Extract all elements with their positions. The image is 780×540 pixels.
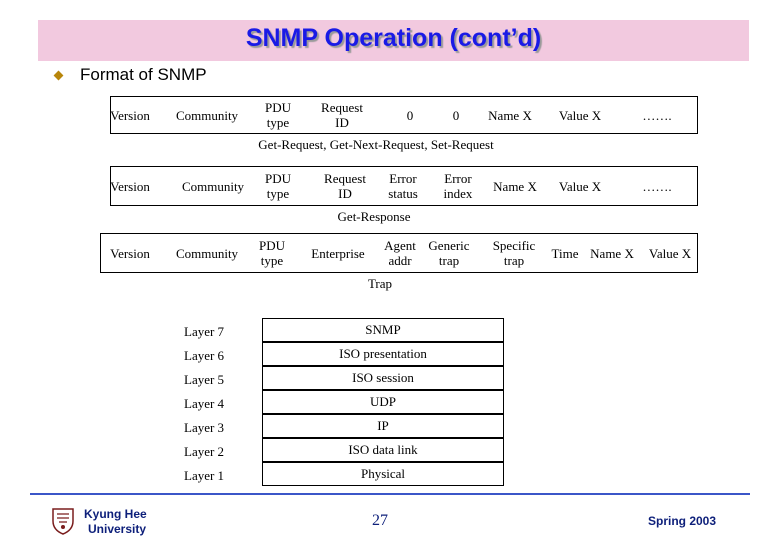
layer-protocol: ISO data link: [262, 438, 504, 462]
field-name-x: Name X: [590, 245, 634, 261]
field-value-x: Value X: [558, 107, 602, 123]
field-value-x: Value X: [648, 245, 692, 261]
page-number: 27: [372, 512, 388, 529]
field-pdu-type: PDU type: [264, 100, 291, 130]
semester-label: Spring 2003: [648, 514, 717, 528]
field-name-x: Name X: [493, 178, 537, 194]
layer-label: Layer 2: [184, 444, 225, 459]
university-name-line2: University: [88, 522, 147, 536]
layer-protocol: IP: [262, 414, 504, 438]
field-community: Community: [181, 178, 245, 194]
layer-label: Layer 6: [184, 348, 225, 363]
field-enterprise: Enterprise: [311, 245, 365, 261]
layer-protocol: ISO presentation: [262, 342, 504, 366]
section-heading: Format of SNMP: [80, 65, 207, 84]
layer-label: Layer 4: [184, 396, 225, 411]
field-time: Time: [551, 245, 579, 261]
field-request-id: Request ID: [324, 171, 366, 201]
layer-label: Layer 5: [184, 372, 225, 387]
diamond-bullet-icon: [54, 71, 64, 81]
field-specific-trap: Specific trap: [492, 238, 536, 268]
field-request-id: Request ID: [321, 100, 363, 130]
layer-label: Layer 7: [184, 324, 225, 339]
layer-protocol: ISO session: [262, 366, 504, 390]
field-ellipsis: …….: [642, 107, 672, 123]
footer-divider: [30, 493, 750, 495]
field-ellipsis: …….: [642, 178, 672, 194]
field-error-index: Error index: [443, 171, 473, 201]
format-caption: Get-Response: [337, 209, 411, 224]
format-caption: Trap: [367, 276, 393, 291]
field-version: Version: [110, 245, 150, 261]
layer-protocol: SNMP: [262, 318, 504, 342]
layer-protocol: Physical: [262, 462, 504, 486]
university-seal-icon: [50, 505, 76, 535]
field-community: Community: [175, 107, 239, 123]
field-name-x: Name X: [488, 107, 532, 123]
field-version: Version: [110, 178, 150, 194]
field-error-status: Error status: [388, 171, 418, 201]
field-pdu-type: PDU type: [264, 171, 291, 201]
field-value-x: Value X: [558, 178, 602, 194]
page-title: SNMP Operation (cont’d): [245, 24, 542, 52]
layer-protocol: UDP: [262, 390, 504, 414]
field-agent-addr: Agent addr: [384, 238, 416, 268]
layer-label: Layer 1: [184, 468, 225, 483]
format-caption: Get-Request, Get-Next-Request, Set-Request: [258, 137, 494, 152]
layer-label: Layer 3: [184, 420, 225, 435]
field-version: Version: [110, 107, 150, 123]
field-community: Community: [175, 245, 239, 261]
field-zero: 0: [452, 107, 460, 123]
university-name-line1: Kyung Hee: [84, 507, 147, 521]
field-zero: 0: [406, 107, 414, 123]
field-pdu-type: PDU type: [258, 238, 285, 268]
field-generic-trap: Generic trap: [428, 238, 470, 268]
